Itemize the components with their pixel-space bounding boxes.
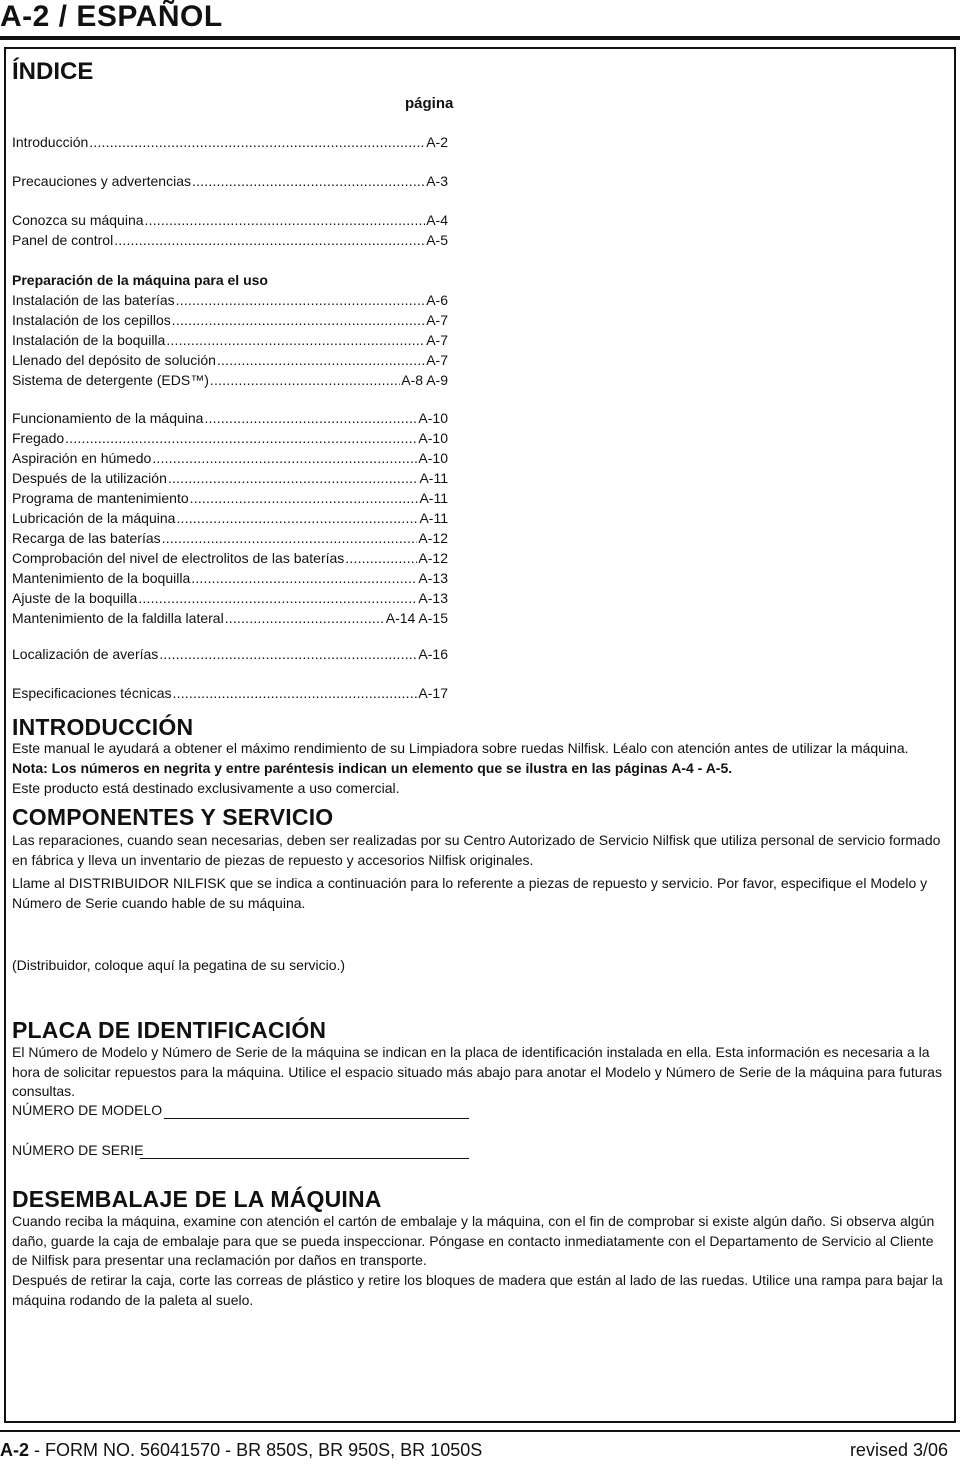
unpacking-heading: DESEMBALAJE DE LA MÁQUINA bbox=[12, 1186, 382, 1212]
footer-page-ref: A-2 bbox=[0, 1440, 30, 1460]
toc-entry[interactable]: Localización de averías ..... A-16 bbox=[12, 646, 448, 666]
footer-form-info bbox=[0, 1440, 482, 1461]
toc-entry[interactable]: Funcionamiento de la máquina ..... A-10 bbox=[12, 410, 448, 430]
toc-group-2 bbox=[12, 173, 448, 193]
toc-entry[interactable]: Mantenimiento de la faldilla lateral ..... A-14 A-15 bbox=[12, 610, 448, 630]
model-number-label: NÚMERO DE MODELO bbox=[12, 1102, 163, 1118]
components-service-heading: COMPONENTES Y SERVICIO bbox=[12, 804, 334, 830]
toc-entry[interactable]: Comprobación del nivel de electrolitos de las baterías ..... A-12 bbox=[12, 550, 448, 570]
unpacking-paragraph-1: Cuando reciba la máquina, examine con atención el cartón de embalaje y la máquina, con el fin de comprobar si existe algún daño. Si observa algún daño, guarde la caja de embalaje para que se pueda inspeccionar. Póngase en contacto inmediatamente con el Departamento de Servicio al Cliente de Nilfisk para presentar una reclamación por daños en transporte. bbox=[12, 1213, 935, 1268]
nameplate-heading: PLACA DE IDENTIFICACIÓN bbox=[12, 1017, 327, 1043]
model-number-field[interactable] bbox=[164, 1118, 469, 1119]
toc-entry[interactable]: Panel de control ..... A-5 bbox=[12, 232, 448, 252]
page-header-title: A-2 / ESPAÑOL bbox=[0, 0, 223, 33]
unpacking-paragraph-2: Después de retirar la caja, corte las correas de plástico y retire los bloques de madera que están al lado de las ruedas. Utilice una rampa para bajar la máquina rodando de la paleta al suelo. bbox=[12, 1272, 943, 1308]
introduction-commercial-use: Este producto está destinado exclusivamente a uso comercial. bbox=[12, 780, 400, 796]
toc-entry[interactable]: Aspiración en húmedo ..... A-10 bbox=[12, 450, 448, 470]
toc-entry[interactable]: Fregado ..... A-10 bbox=[12, 430, 448, 450]
toc-group-6 bbox=[12, 646, 448, 666]
toc-group-5 bbox=[12, 410, 448, 630]
toc-entry[interactable]: Mantenimiento de la boquilla ..... A-13 bbox=[12, 570, 448, 590]
nameplate-paragraph: El Número de Modelo y Número de Serie de la máquina se indican en la placa de identificación instalada en ella. Esta información es necesaria a la hora de solicitar repuestos para la máquina. Utilice el espacio situado más abajo para anotar el Modelo y Número de Serie de la máquina para futuras consultas. bbox=[12, 1044, 942, 1099]
toc-title: ÍNDICE bbox=[12, 58, 94, 85]
toc-entry[interactable]: Instalación de la boquilla ..... A-7 bbox=[12, 332, 448, 352]
introduction-heading: INTRODUCCIÓN bbox=[12, 714, 194, 740]
toc-page-column-label: página bbox=[405, 95, 454, 112]
header-rule bbox=[0, 36, 960, 40]
toc-entry[interactable]: Especificaciones técnicas ..... A-17 bbox=[12, 685, 448, 705]
footer-form-number: - FORM NO. 56041570 - BR 850S, BR 950S, BR 1050S bbox=[29, 1440, 483, 1460]
toc-group-3 bbox=[12, 212, 448, 252]
toc-entry[interactable]: Después de la utilización ..... A-11 bbox=[12, 470, 448, 490]
toc-entry[interactable]: Llenado del depósito de solución ..... A-7 bbox=[12, 352, 448, 372]
toc-entry[interactable]: Instalación de los cepillos ..... A-7 bbox=[12, 312, 448, 332]
toc-entry[interactable]: Ajuste de la boquilla ..... A-13 bbox=[12, 590, 448, 610]
serial-number-field[interactable] bbox=[140, 1158, 469, 1159]
toc-entry[interactable]: Sistema de detergente (EDS™) ..... A-8 A-9 bbox=[12, 372, 448, 392]
toc-section-heading: Preparación de la máquina para el uso bbox=[12, 272, 268, 288]
toc-group-7 bbox=[12, 685, 448, 705]
distributor-sticker-note: (Distribuidor, coloque aquí la pegatina de su servicio.) bbox=[12, 957, 346, 973]
introduction-paragraph: Este manual le ayudará a obtener el máximo rendimiento de su Limpiadora sobre ruedas Nilfisk. Léalo con atención antes de utilizar la máquina. bbox=[12, 740, 909, 756]
toc-entry[interactable]: Introducción ..... A-2 bbox=[12, 134, 448, 154]
toc-group-1 bbox=[12, 134, 448, 154]
footer-rule bbox=[0, 1430, 960, 1432]
toc-entry[interactable]: Instalación de las baterías ..... A-6 bbox=[12, 292, 448, 312]
footer-revision: revised 3/06 bbox=[849, 1440, 948, 1460]
toc-entry[interactable]: Recarga de las baterías ..... A-12 bbox=[12, 530, 448, 550]
components-service-paragraph-1: Las reparaciones, cuando sean necesarias, deben ser realizadas por su Centro Autorizado de Servicio Nilfisk que utiliza personal de servicio formado en fábrica y lleva un inventario de piezas de repuesto y accesorios Nilfisk originales. bbox=[12, 832, 941, 868]
toc-entry[interactable]: Conozca su máquina ..... A-4 bbox=[12, 212, 448, 232]
toc-entry[interactable]: Lubricación de la máquina ..... A-11 bbox=[12, 510, 448, 530]
serial-number-label: NÚMERO DE SERIE bbox=[12, 1142, 144, 1158]
toc-group-4 bbox=[12, 272, 448, 392]
components-service-paragraph-2: Llame al DISTRIBUIDOR NILFISK que se indica a continuación para lo referente a piezas de repuesto y servicio. Por favor, especifique el Modelo y Número de Serie cuando hable de su máquina. bbox=[12, 875, 928, 911]
introduction-note: Nota: Los números en negrita y entre paréntesis indican un elemento que se ilustra en las páginas A-4 - A-5. bbox=[12, 760, 733, 776]
toc-entry[interactable]: Programa de mantenimiento ..... A-11 bbox=[12, 490, 448, 510]
toc-entry[interactable]: Precauciones y advertencias ..... A-3 bbox=[12, 173, 448, 193]
